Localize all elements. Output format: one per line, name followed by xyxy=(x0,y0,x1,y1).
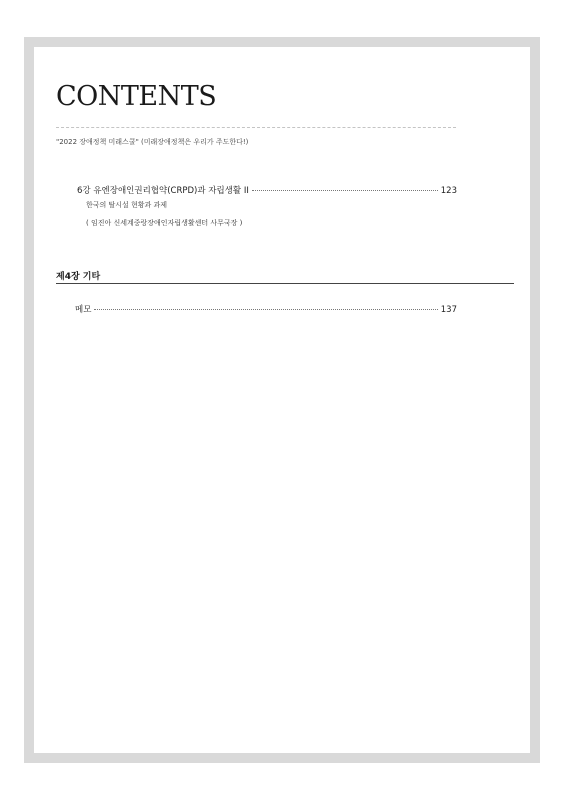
dashed-divider xyxy=(56,127,456,128)
page-frame xyxy=(24,37,540,763)
document-page xyxy=(34,47,530,753)
toc-page-number: 123 xyxy=(440,186,457,196)
dot-leader xyxy=(252,190,438,191)
chapter-heading: 제4장 기타 xyxy=(56,272,101,282)
lecture-subtitle: 한국의 탈시설 현황과 과제 xyxy=(86,201,168,209)
chapter-divider xyxy=(56,283,514,284)
dot-leader xyxy=(94,309,437,310)
series-title: "2022 장애정책 미래스쿨" (미래장애정책은 우리가 주도한다!) xyxy=(56,138,249,146)
lecture-author: ( 임진아 신세계중랑장애인자립생활센터 사무국장 ) xyxy=(86,219,243,227)
toc-entry-label: 6강 유엔장애인권리협약(CRPD)과 자립생활 II xyxy=(77,186,249,196)
page-title: CONTENTS xyxy=(56,81,217,112)
toc-page-number: 137 xyxy=(440,305,457,315)
toc-entry-label: 메모 xyxy=(75,305,92,315)
toc-entry-lecture-6[interactable] xyxy=(77,184,457,196)
toc-entry-memo[interactable] xyxy=(75,303,457,315)
